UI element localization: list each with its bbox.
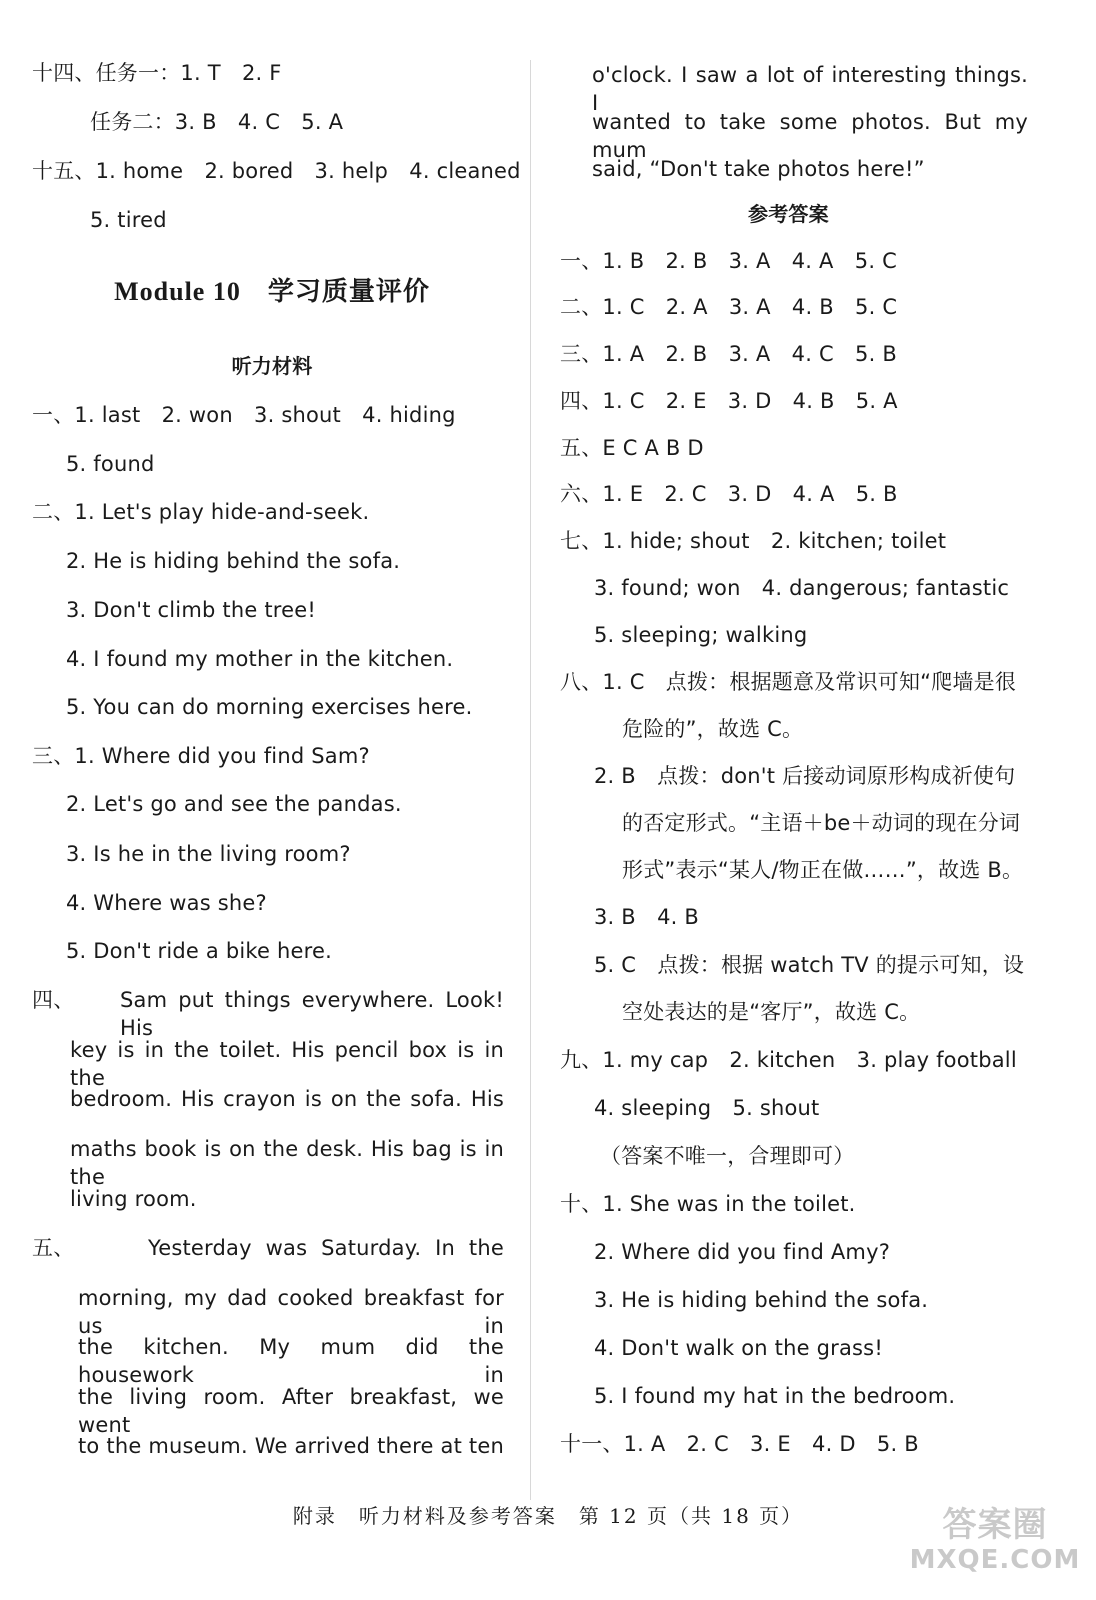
passage-text: Yesterday was Saturday. In the — [148, 1236, 504, 1260]
answer-line: 五、E C A B D — [560, 436, 704, 460]
answer-line: 2. Where did you find Amy? — [594, 1240, 891, 1264]
answer-line: 3. He is hiding behind the sofa. — [594, 1288, 929, 1312]
passage-text: maths book is on the desk. His bag is in the — [70, 1137, 504, 1189]
listening-line: 2. Let's go and see the pandas. — [66, 792, 402, 816]
module-title: Module 10 学习质量评价 — [114, 277, 430, 306]
passage-line — [70, 1185, 504, 1213]
answer-line: 一、1. B 2. B 3. A 4. A 5. C — [560, 249, 897, 273]
listening-line: 2. He is hiding behind the sofa. — [66, 549, 401, 573]
passage-text: o'clock. I saw a lot of interesting things. I — [592, 63, 1028, 115]
listening-line: 一、1. last 2. won 3. shout 4. hiding — [32, 403, 456, 427]
listening-line: 三、1. Where did you find Sam? — [32, 744, 370, 768]
listening-line: 5. You can do morning exercises here. — [66, 695, 473, 719]
answer-line: 5. I found my hat in the bedroom. — [594, 1384, 956, 1408]
passage-line — [70, 1085, 504, 1113]
passage-line — [78, 1383, 504, 1439]
answer-line: 十一、1. A 2. C 3. E 4. D 5. B — [560, 1432, 919, 1456]
listening-line: 二、1. Let's play hide-and-seek. — [32, 500, 370, 524]
answer-line: 3. B 4. B — [594, 905, 700, 929]
answer-line: 3. found; won 4. dangerous; fantastic — [594, 576, 1010, 600]
answer-line: 空处表达的是“客厅”，故选 C。 — [622, 1000, 921, 1024]
column-divider — [530, 60, 531, 1500]
answer-line: 5. tired — [90, 208, 167, 232]
listening-title: 听力材料 — [231, 354, 313, 378]
listening-line: 5. found — [66, 452, 155, 476]
watermark-logo — [900, 1505, 1090, 1597]
passage-line — [78, 1284, 504, 1340]
watermark-text: 答案圈 — [942, 1505, 1048, 1545]
answer-line: 十、1. She was in the toilet. — [560, 1192, 856, 1216]
listening-line: 3. Don't climb the tree! — [66, 598, 317, 622]
answer-line: 5. sleeping; walking — [594, 623, 808, 647]
answer-line: 任务二：3. B 4. C 5. A — [90, 110, 344, 134]
answer-line: 三、1. A 2. B 3. A 4. C 5. B — [560, 342, 897, 366]
answers-title: 参考答案 — [748, 202, 829, 226]
passage-line — [70, 1135, 504, 1191]
passage-text: the kitchen. My mum did the housework in — [78, 1335, 504, 1387]
watermark-url: MXQE.COM — [909, 1545, 1081, 1575]
answer-line: 八、1. C 点拨：根据题意及常识可知“爬墙是很 — [560, 670, 1017, 694]
listening-line: 4. I found my mother in the kitchen. — [66, 647, 454, 671]
page-footer: 附录 听力材料及参考答案 第 12 页（共 18 页） — [292, 1504, 804, 1528]
answer-line: 九、1. my cap 2. kitchen 3. play football — [560, 1048, 1017, 1072]
passage-text: key is in the toilet. His pencil box is in the — [70, 1038, 504, 1090]
answer-line: 十五、1. home 2. bored 3. help 4. cleaned — [32, 159, 521, 183]
section-label: 五、 — [32, 1236, 75, 1260]
passage-line — [70, 1036, 504, 1092]
answer-line: 四、1. C 2. E 3. D 4. B 5. A — [560, 389, 898, 413]
listening-line: 5. Don't ride a bike here. — [66, 939, 333, 963]
answer-line: 七、1. hide; shout 2. kitchen; toilet — [560, 529, 947, 553]
answer-line: 六、1. E 2. C 3. D 4. A 5. B — [560, 482, 898, 506]
section-label: 四、 — [32, 988, 75, 1012]
passage-text: morning, my dad cooked breakfast for us in — [78, 1286, 504, 1338]
answer-line: （答案不唯一，合理即可） — [600, 1144, 855, 1168]
answer-line: 5. C 点拨：根据 watch TV 的提示可知，设 — [594, 953, 1025, 977]
passage-text: to the museum. We arrived there at ten — [78, 1434, 504, 1458]
answer-line: 2. B 点拨：don't 后接动词原形构成祈使句 — [594, 764, 1016, 788]
answer-line: 二、1. C 2. A 3. A 4. B 5. C — [560, 295, 898, 319]
answer-line: 形式”表示“某人/物正在做……”，故选 B。 — [622, 858, 1024, 882]
answer-line: 的否定形式。“主语＋be＋动词的现在分词 — [622, 811, 1021, 835]
passage-text: wanted to take some photos. But my mum — [592, 110, 1028, 162]
passage-text: living room. — [70, 1187, 197, 1211]
passage-line — [120, 986, 504, 1042]
passage-line — [148, 1234, 504, 1262]
answer-line: 危险的”，故选 C。 — [622, 717, 804, 741]
passage-line — [78, 1432, 504, 1460]
answer-line: 十四、任务一：1. T 2. F — [32, 61, 282, 85]
listening-line: 4. Where was she? — [66, 891, 267, 915]
passage-line: said, “Don't take photos here!” — [592, 157, 925, 181]
listening-line: 3. Is he in the living room? — [66, 842, 351, 866]
answer-line: 4. sleeping 5. shout — [594, 1096, 820, 1120]
passage-text: Sam put things everywhere. Look! His — [120, 988, 504, 1040]
passage-text: the living room. After breakfast, we went — [78, 1385, 504, 1437]
passage-line — [78, 1333, 504, 1389]
answer-line: 4. Don't walk on the grass! — [594, 1336, 883, 1360]
passage-text: bedroom. His crayon is on the sofa. His — [70, 1087, 504, 1111]
